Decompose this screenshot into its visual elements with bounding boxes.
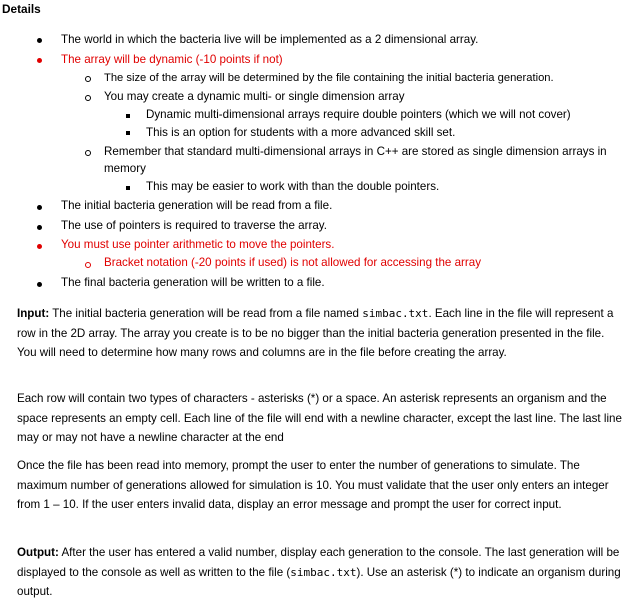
bullet-dot-icon: [37, 282, 42, 287]
bullet-text: The world in which the bacteria live will be implemented as a 2 dimensional array.: [61, 33, 479, 46]
paragraph-text: The initial bacteria generation will be read from a file named: [49, 307, 363, 320]
filename-code: simbac.txt: [362, 307, 429, 320]
bullet-dot-icon: [37, 205, 42, 210]
bullet-dot-icon: [37, 225, 42, 230]
generations-paragraph: Once the file has been read into memory, prompt the user to enter the number of generations to simulate. The maximum number of generations allowed for simulation is 10. You must validate that the user only enters an integer from 1 – 10. If the user enters invalid data, display an error message and prompt the user for correct input.: [17, 459, 609, 512]
paragraph-text: . Each line in the file will represent a row in the 2D array. The array you create is to be no bigger than the initial bacteria generation presented in the file. You will need to determine how many rows and columns are in the file before creating the array.: [17, 307, 614, 360]
bullet-circle-icon: [85, 262, 91, 268]
bullet-dot-icon: [37, 38, 42, 43]
bullet-text: Remember that standard multi-dimensional arrays in C++ are stored as single dimension arrays in: [104, 145, 607, 158]
bullet-text: The size of the array will be determined by the file containing the initial bacteria generation.: [104, 72, 554, 84]
bullet-square-icon: [126, 186, 130, 190]
bullet-text: The final bacteria generation will be written to a file.: [61, 276, 325, 289]
bullet-text: Bracket notation (-20 points if used) is not allowed for accessing the array: [104, 256, 481, 269]
output-label: Output:: [17, 546, 59, 559]
section-heading: Details: [2, 2, 41, 16]
bullet-text: The array will be dynamic (-10 points if not): [61, 53, 283, 66]
bullet-dot-icon: [37, 58, 42, 63]
bullet-text: The initial bacteria generation will be read from a file.: [61, 199, 333, 212]
bullet-text: Dynamic multi-dimensional arrays require double pointers (which we will not cover): [146, 108, 571, 121]
bullet-square-icon: [126, 114, 130, 118]
bullet-text: You may create a dynamic multi- or single dimension array: [104, 90, 405, 103]
bullet-text: This is an option for students with a more advanced skill set.: [146, 126, 456, 139]
bullet-circle-icon: [85, 95, 91, 101]
bullet-text: This may be easier to work with than the double pointers.: [146, 180, 440, 193]
row-format-paragraph: Each row will contain two types of characters - asterisks (*) or a space. An asterisk represents an organism and the space represents an empty cell. Each line of the file will end with a newline character, except the last line. The last line may or may not have a newline character at the end: [17, 392, 622, 445]
bullet-dot-icon: [37, 244, 42, 249]
input-paragraph: [17, 304, 622, 363]
bullet-text-continued: memory: [104, 162, 146, 175]
output-paragraph: [17, 543, 622, 602]
bullet-text: The use of pointers is required to traverse the array.: [61, 219, 327, 232]
bullet-text: You must use pointer arithmetic to move the pointers.: [61, 238, 335, 251]
paragraph-text: ). Use an asterisk (*) to indicate an organism during output.: [17, 565, 621, 599]
bullet-square-icon: [126, 131, 130, 135]
input-label: Input:: [17, 307, 50, 320]
paragraph-text: After the user has entered a valid number, display each generation to the console. The last generation will be displayed to the console as well as written to the file (: [17, 546, 620, 579]
bullet-circle-icon: [85, 76, 91, 82]
filename-code: simbac.txt: [290, 565, 357, 579]
bullet-circle-icon: [85, 150, 91, 156]
